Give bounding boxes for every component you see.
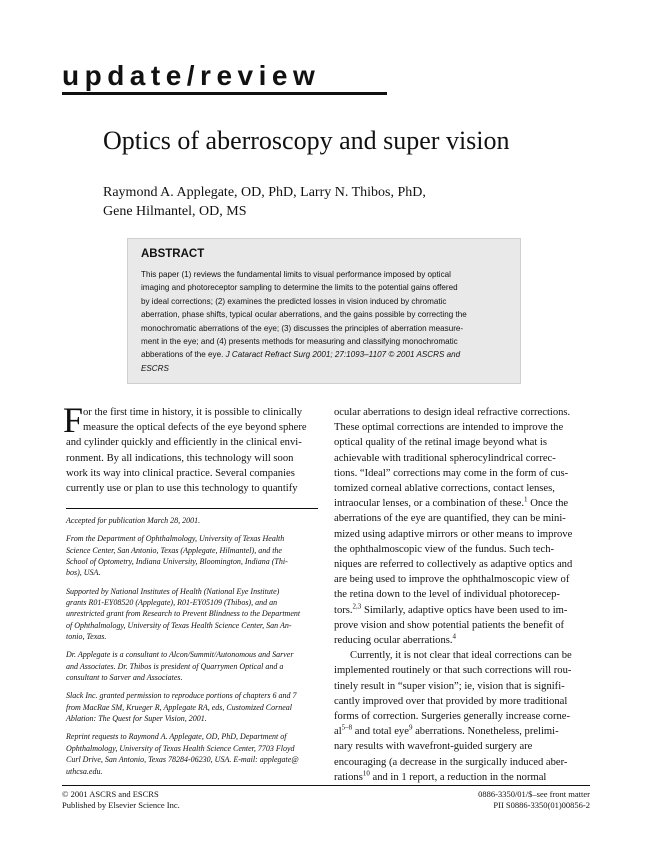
body-line: measure the optical defects of the eye beyond sphere (83, 422, 307, 434)
footnote-line: Supported by National Institutes of Health (National Eye Institute) (66, 586, 280, 596)
footnote-line: bos), USA. (66, 568, 101, 578)
footer-copyright (62, 789, 180, 811)
header-rule (62, 92, 387, 95)
body-line: encouraging (a decrease in the surgically induced aber- (334, 756, 568, 768)
body-line: Currently, it is not clear that ideal corrections can be (350, 650, 572, 662)
footnote-accepted-text: Accepted for publication March 28, 2001. (66, 516, 201, 525)
body-text: Similarly, adaptive optics have been used to im- (361, 604, 568, 616)
body-text: Once the (527, 498, 569, 510)
citation-superscript: 5–8 (341, 723, 353, 732)
author-list (103, 183, 573, 221)
body-line: ronment. By all indications, this technology will soon (66, 452, 294, 464)
footnote-line: Ablation: The Quest for Super Vision, 2001. (66, 714, 207, 724)
footnote-line: School of Optometry, Indiana University, Bloomington, Indiana (Thi- (66, 557, 288, 567)
footer-line: PII S0886-3350(01)00856-2 (493, 800, 590, 810)
body-line: nary results with wavefront-guided surgery are (334, 741, 533, 753)
footnote-line: unrestricted grant from Research to Prevent Blindness to the Department (66, 609, 301, 619)
section-header: update/review (62, 60, 321, 91)
citation-superscript: 4 (452, 632, 457, 641)
abstract-copyright: © 2001 ASCRS and (388, 350, 461, 360)
abstract-heading: ABSTRACT (141, 248, 205, 260)
body-text: intraocular lenses, or a combination of these. (334, 498, 525, 510)
body-line (334, 603, 590, 618)
body-line: These optimal corrections are intended to improve the (334, 422, 564, 434)
abstract-line: ment in the eye; and (4) presents methods for measuring and classifying monochromatic (141, 337, 458, 347)
body-line: are being used to improve the ophthalmoscopic view of (334, 574, 570, 586)
footnote-line: From the Department of Ophthalmology, University of Texas Health (66, 534, 285, 544)
footnote-line: uthcsa.edu. (66, 766, 103, 776)
body-line (334, 496, 590, 511)
body-line: optical quality of the retinal image beyond what is (334, 437, 547, 449)
footer-identifiers (478, 789, 590, 811)
footnote-line: consultant to Sarver and Associates. (66, 673, 183, 683)
footnote-line: Reprint requests to Raymond A. Applegate, OD, PhD, Department of (66, 732, 287, 742)
footnote-line: Science Center, San Antonio, Texas (Applegate, Hilmantel), and the (66, 545, 282, 555)
body-line: aberrations of the eye are quantified, they can be mini- (334, 513, 566, 525)
abstract-line: aberration, phase shifts, typical ocular aberrations, and the gains possible by correcting the (141, 310, 467, 320)
abstract-line-text: abberations of the eye. (141, 350, 224, 360)
abstract-citation: J Cataract Refract Surg 2001; 27:1093–1107 (225, 350, 387, 360)
footnote-line: tonio, Texas. (66, 632, 107, 642)
abstract-line: imaging and photoreceptor sampling to determine the limits to the potential gains offered (141, 283, 458, 293)
body-line: implemented routinely or that such corrections will rou- (334, 665, 572, 677)
body-line: cantly improved over that provided by more traditional (334, 695, 568, 707)
body-line: work its way into clinical practice. Several companies (66, 467, 295, 479)
drop-cap: F (63, 400, 84, 440)
citation-superscript: 2,3 (352, 602, 362, 611)
footer-line: 0886-3350/01/$–see front matter (478, 789, 590, 799)
body-text: and total eye (352, 726, 409, 738)
body-line: and cylinder quickly and efficiently in the clinical envi- (66, 437, 302, 449)
body-line: ocular aberrations to design ideal refractive corrections. (334, 407, 571, 418)
body-line: achievable with traditional spherocylindrical correc- (334, 452, 556, 464)
footnote-accepted (66, 515, 318, 526)
body-line: prove vision and show potential patients the benefit of (334, 619, 565, 631)
abstract-line: This paper (1) reviews the fundamental limits to visual performance imposed by optical (141, 270, 451, 279)
body-text: rations (334, 771, 363, 783)
body-line: tions. “Ideal” corrections may come in the form of cus- (334, 467, 569, 479)
body-line: tomized corneal ablative corrections, contact lenses, (334, 483, 555, 495)
citation-superscript: 9 (408, 723, 413, 732)
body-left-column (66, 405, 311, 496)
footnote-line: Slack Inc. granted permission to reproduce portions of chapters 6 and 7 (66, 691, 297, 701)
footnote-line: of Ophthalmology, University of Texas Health Science Center, San An- (66, 620, 292, 630)
citation-superscript: 10 (362, 769, 370, 778)
body-line: tinely result in “super vision”; ie, vision that is signifi- (334, 680, 565, 692)
abstract-line: monochromatic aberrations of the eye; (3) discusses the principles of aberration measure- (141, 323, 464, 333)
body-line (334, 770, 590, 785)
body-line: niques are referred to collectively as adaptive optics and (334, 559, 573, 571)
abstract-copyright-2: ESCRS (141, 363, 169, 373)
body-line (334, 633, 590, 648)
footnote-line: Curl Drive, San Antonio, Texas 78284-06230, USA. E-mail: applegate@ (66, 755, 299, 765)
body-text: aberrations. Nonetheless, prelimi- (412, 726, 559, 738)
body-line: currently use or plan to use this technology to quantify (66, 483, 298, 495)
footer-rule (62, 785, 590, 786)
abstract-line (141, 348, 507, 361)
footnote-line: Ophthalmology, University of Texas Health Science Center, 7703 Floyd (66, 743, 295, 753)
footer-line: © 2001 ASCRS and ESCRS (62, 789, 159, 799)
footnote-line: Dr. Applegate is a consultant to Alcon/Summit/Autonomous and Sarver (66, 650, 294, 660)
footnote-line: from MacRae SM, Krueger R, Applegate RA, eds, Customized Corneal (66, 702, 292, 712)
body-right-column (334, 405, 590, 785)
abstract-body (141, 268, 507, 375)
footer-line: Published by Elsevier Science Inc. (62, 800, 180, 810)
abstract-line: by ideal corrections; (2) examines the predicted losses in vision induced by chromatic (141, 296, 447, 306)
footnotes (66, 515, 318, 784)
abstract-line (141, 362, 507, 375)
body-line: the ophthalmoscopic view of the fundus. Such tech- (334, 543, 555, 555)
body-text: and in 1 report, a reduction in the normal (369, 771, 547, 783)
body-text: reducing ocular aberrations. (334, 635, 453, 647)
body-line: forms of correction. Surgeries generally increase corne- (334, 711, 571, 723)
body-line: the retina down to the level of individual photorecep- (334, 589, 560, 601)
footnote-rule (66, 508, 318, 509)
body-text: tors. (334, 604, 353, 616)
footnote-line: grants R01-EY08520 (Applegate), R01-EY05109 (Thibos), and an (66, 598, 278, 608)
footnote-line: and Associates. Dr. Thibos is president of Quarrymen Optical and a (66, 661, 284, 671)
citation-superscript: 1 (524, 495, 528, 504)
authors-line-1: Raymond A. Applegate, OD, PhD, Larry N. Thibos, PhD, (103, 185, 426, 200)
body-line: mized using adaptive mirrors or other means to improve (334, 528, 573, 540)
authors-line-2: Gene Hilmantel, OD, MS (103, 204, 247, 219)
body-line: or the first time in history, it is possible to clinically (83, 407, 303, 418)
body-text: al (334, 726, 342, 738)
article-title: Optics of aberroscopy and super vision (103, 126, 510, 155)
body-line (334, 724, 590, 739)
